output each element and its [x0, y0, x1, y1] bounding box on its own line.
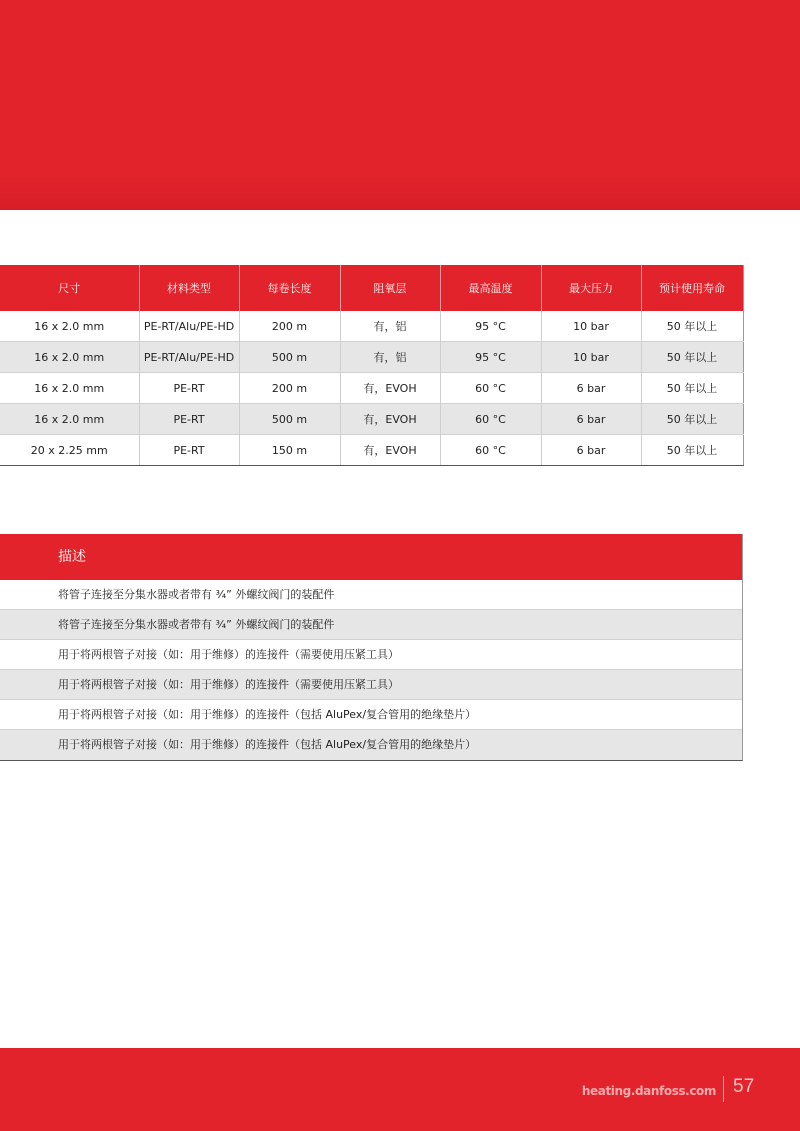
cell-size: 20 x 2.25 mm — [0, 435, 139, 466]
header-coil-length: 每卷长度 — [239, 265, 340, 311]
table-row — [0, 435, 743, 466]
description-row: 用于将两根管子对接（如：用于维修）的连接件（包括 AluPex/复合管用的绝缘垫片） — [0, 730, 742, 760]
cell-coil-length: 500 m — [239, 342, 340, 373]
cell-lifetime: 50 年以上 — [641, 435, 743, 466]
spec-table — [0, 265, 744, 466]
description-row: 用于将两根管子对接（如：用于维修）的连接件（需要使用压紧工具） — [0, 670, 742, 700]
cell-material: PE-RT — [139, 404, 239, 435]
cell-material: PE-RT/Alu/PE-HD — [139, 311, 239, 342]
cell-oxygen-barrier: 有，EVOH — [340, 373, 440, 404]
cell-oxygen-barrier: 有，EVOH — [340, 435, 440, 466]
page-number: 57 — [733, 1076, 755, 1097]
cell-oxygen-barrier: 有，铝 — [340, 311, 440, 342]
header-band — [0, 0, 800, 210]
table-row — [0, 342, 743, 373]
cell-coil-length: 150 m — [239, 435, 340, 466]
cell-max-pressure: 6 bar — [541, 404, 641, 435]
table-row — [0, 373, 743, 404]
table-row — [0, 404, 743, 435]
header-max-pressure: 最大压力 — [541, 265, 641, 311]
cell-lifetime: 50 年以上 — [641, 342, 743, 373]
cell-size: 16 x 2.0 mm — [0, 404, 139, 435]
cell-max-temperature: 60 °C — [440, 435, 541, 466]
cell-coil-length: 200 m — [239, 373, 340, 404]
footer-divider — [723, 1076, 724, 1102]
cell-max-pressure: 10 bar — [541, 311, 641, 342]
cell-size: 16 x 2.0 mm — [0, 311, 139, 342]
cell-material: PE-RT — [139, 435, 239, 466]
cell-size: 16 x 2.0 mm — [0, 373, 139, 404]
table-row — [0, 311, 743, 342]
cell-max-temperature: 60 °C — [440, 404, 541, 435]
cell-coil-length: 500 m — [239, 404, 340, 435]
cell-max-pressure: 10 bar — [541, 342, 641, 373]
cell-material: PE-RT/Alu/PE-HD — [139, 342, 239, 373]
description-row: 用于将两根管子对接（如：用于维修）的连接件（需要使用压紧工具） — [0, 640, 742, 670]
cell-oxygen-barrier: 有，铝 — [340, 342, 440, 373]
footer-website: heating.danfoss.com — [581, 1084, 716, 1098]
description-row: 将管子连接至分集水器或者带有 ¾” 外螺纹阀门的装配件 — [0, 580, 742, 610]
cell-lifetime: 50 年以上 — [641, 404, 743, 435]
header-max-temperature: 最高温度 — [440, 265, 541, 311]
cell-max-temperature: 95 °C — [440, 342, 541, 373]
header-material: 材料类型 — [139, 265, 239, 311]
spec-table-header-row — [0, 265, 743, 311]
header-oxygen-barrier: 阻氧层 — [340, 265, 440, 311]
cell-max-pressure: 6 bar — [541, 435, 641, 466]
cell-lifetime: 50 年以上 — [641, 311, 743, 342]
header-lifetime: 预计使用寿命 — [641, 265, 743, 311]
cell-max-temperature: 60 °C — [440, 373, 541, 404]
cell-max-temperature: 95 °C — [440, 311, 541, 342]
description-row: 将管子连接至分集水器或者带有 ¾” 外螺纹阀门的装配件 — [0, 610, 742, 640]
description-row: 用于将两根管子对接（如：用于维修）的连接件（包括 AluPex/复合管用的绝缘垫片） — [0, 700, 742, 730]
description-header: 描述 — [0, 534, 742, 580]
cell-size: 16 x 2.0 mm — [0, 342, 139, 373]
cell-coil-length: 200 m — [239, 311, 340, 342]
cell-oxygen-barrier: 有，EVOH — [340, 404, 440, 435]
cell-lifetime: 50 年以上 — [641, 373, 743, 404]
cell-material: PE-RT — [139, 373, 239, 404]
cell-max-pressure: 6 bar — [541, 373, 641, 404]
header-size: 尺寸 — [0, 265, 139, 311]
description-table — [0, 534, 743, 761]
